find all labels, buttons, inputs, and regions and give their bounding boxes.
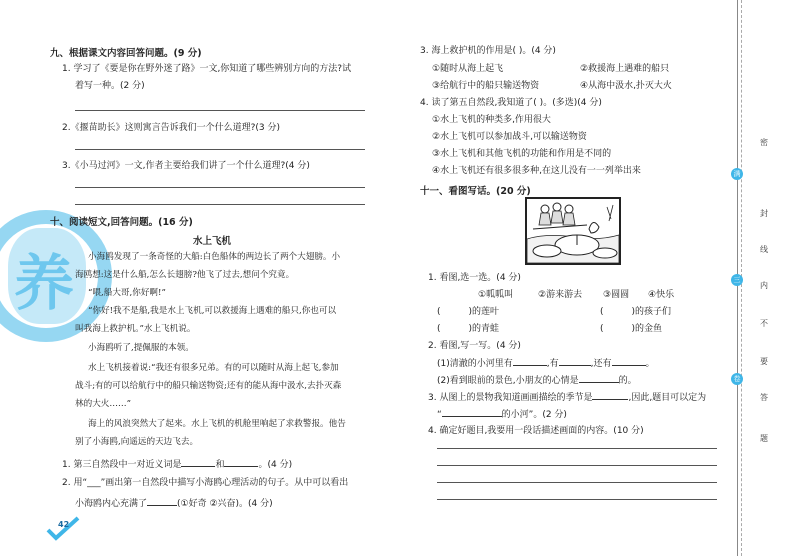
q1-and: 和 [215, 460, 225, 470]
q2-blank[interactable] [147, 496, 177, 506]
section-10-q1 [62, 457, 292, 471]
q1-text: 1. 第三自然段中一对近义词是 [62, 460, 182, 470]
q2-post: (①好奇 ②兴奋)。(4 分) [177, 499, 273, 509]
q2-1-blank-1[interactable] [513, 356, 547, 366]
blank-label: 的金鱼 [635, 324, 663, 334]
section-11-q2-2 [437, 373, 637, 387]
q1-blank-1[interactable] [181, 457, 215, 467]
choice: ①呱呱叫 [478, 290, 514, 300]
section-10-q2-line2 [75, 496, 273, 510]
spine-dot: 三 [731, 274, 743, 286]
section-11-q2-1 [437, 356, 655, 370]
section-11-q2: 2. 看图,写一写。(4 分) [428, 341, 521, 351]
choice: ③圆圆 [603, 290, 630, 300]
q3a-post: ,因此,题目可以定为 [628, 393, 707, 403]
story-line: 水上飞机接着说:“我还有很多兄弟。有的可以随时从海上起飞,参加 [88, 363, 339, 373]
answer-line[interactable] [437, 499, 717, 500]
choice: ②游来游去 [538, 290, 583, 300]
q2-1-mid2: ,还有 [590, 359, 612, 369]
q3-option[interactable]: ④从海中汲水,扑灭大火 [580, 81, 672, 91]
fill-blank-row[interactable]: ( )的青蛙 [437, 324, 500, 334]
fill-blank-row[interactable]: ( )的孩子们 [600, 307, 672, 317]
section-10-q2-line1: 2. 用“___”画出第一自然段中描写小海鸥心理活动的句子。从中可以看出 [62, 478, 349, 488]
q4-option[interactable]: ②水上飞机可以参加战斗,可以输送物资 [432, 132, 587, 142]
answer-line[interactable] [75, 149, 365, 150]
section-9-q3: 3.《小马过河》一文,作者主要给我们讲了一个什么道理?(4 分) [62, 161, 310, 171]
fill-blank-row[interactable]: ( )的莲叶 [437, 307, 500, 317]
q3a-blank[interactable] [592, 390, 628, 400]
q3-option[interactable]: ②救援海上遇难的船只 [580, 64, 670, 74]
q3-option[interactable]: ③给航行中的船只输送物资 [432, 81, 540, 91]
section-11-title: 十一、看图写话。(20 分) [420, 186, 531, 197]
story-line: 海上的风浪突然大了起来。水上飞机的机舱里响起了求救警报。他告 [88, 419, 346, 429]
story-line: 小海鸥听了,提佩服的本领。 [88, 343, 194, 353]
q2-1-pre: (1)清澈的小河里有 [437, 359, 513, 369]
q2-pre: 小海鸥内心充满了 [75, 499, 148, 509]
spine-char: 内 [760, 281, 768, 290]
q1-blank-2[interactable] [224, 457, 258, 467]
answer-line[interactable] [437, 482, 717, 483]
spine-char: 要 [760, 357, 768, 366]
section-9-q1-line2: 着写一种。(2 分) [75, 81, 145, 91]
answer-line[interactable] [437, 448, 717, 449]
story-line: “喂,船大哥,你好啊!” [88, 288, 166, 298]
answer-line[interactable] [75, 204, 365, 205]
spine-char: 不 [760, 319, 768, 328]
q2-2-blank[interactable] [579, 373, 619, 383]
answer-line[interactable] [75, 187, 365, 188]
spine-char: 题 [760, 434, 768, 443]
spine-char: 答 [760, 393, 768, 402]
q4-option[interactable]: ④水上飞机还有很多很多种,在这儿没有一一列举出来 [432, 166, 641, 176]
spine-char: 密 [760, 138, 768, 147]
section-11-q3-line1 [428, 390, 706, 404]
pond-scene-icon [527, 199, 619, 263]
fill-blank-row[interactable]: ( )的金鱼 [600, 324, 663, 334]
section-10-title: 十、阅读短文,回答问题。(16 分) [50, 217, 193, 228]
story-line: 战斗;有的可以给航行中的船只输送物资;还有的能从海中汲水,去扑灭森 [75, 381, 342, 391]
story-line: 海鸥想:这是什么船,怎么长翅膀?他飞了过去,想问个究竟。 [75, 270, 295, 280]
story-line: 叫我海上救护机。”水上飞机说。 [75, 324, 196, 334]
section-11-q3-line2 [437, 407, 567, 421]
spine-char: 封 [760, 209, 768, 218]
blank-label: 的青蛙 [472, 324, 500, 334]
story-line: 别了小海鸥,向遥远的天边飞去。 [75, 437, 199, 447]
q3b-pre: “ [437, 410, 442, 420]
q3-text: 3. 海上救护机的作用是( )。(4 分) [420, 46, 556, 56]
blank-label: 的莲叶 [472, 307, 500, 317]
spine-char: 线 [760, 245, 768, 254]
q2-2-pre: (2)看到眼前的景色,小朋友的心情是 [437, 376, 579, 386]
story-title: 水上飞机 [193, 236, 232, 247]
section-11-q1: 1. 看图,选一选。(4 分) [428, 273, 521, 283]
q4-option[interactable]: ①水上飞机的种类多,作用很大 [432, 115, 551, 125]
q2-1-end: 。 [645, 359, 655, 369]
q3-option[interactable]: ①随时从海上起飞 [432, 64, 504, 74]
story-line: “你好!我不是船,我是水上飞机,可以救援海上遇难的船只,你也可以 [88, 306, 337, 316]
section-11-q4: 4. 确定好题目,我要用一段话描述画面的内容。(10 分) [428, 426, 644, 436]
answer-line[interactable] [75, 110, 365, 111]
choice: ④快乐 [648, 290, 675, 300]
q1-points: 。(4 分) [258, 460, 293, 470]
section-9-title: 九、根据课文内容回答问题。(9 分) [50, 48, 202, 59]
story-line: 小海鸥发现了一条奇怪的大船:白色船体的两边长了两个大翅膀。小 [88, 252, 341, 262]
q2-1-blank-3[interactable] [612, 356, 646, 366]
page-number: 42 [58, 520, 70, 529]
q3a-pre: 3. 从图上的景物我知道画画描绘的季节是 [428, 393, 593, 403]
spine-dot: 卷 [731, 373, 743, 385]
pond-illustration [525, 197, 621, 265]
section-9-q2: 2.《揠苗助长》这则寓言告诉我们一个什么道理?(3 分) [62, 123, 280, 133]
q2-1-mid1: ,有 [546, 359, 559, 369]
q3b-post: 的小河”。(2 分) [501, 410, 567, 420]
answer-line[interactable] [437, 465, 717, 466]
q4-text: 4. 读了第五自然段,我知道了( )。(多选)(4 分) [420, 98, 602, 108]
q2-1-blank-2[interactable] [559, 356, 591, 366]
blank-label: 的孩子们 [635, 307, 672, 317]
spine-dot: 满 [731, 168, 743, 180]
q4-option[interactable]: ③水上飞机和其他飞机的功能和作用是不同的 [432, 149, 612, 159]
watermark-glyph: 养 [14, 249, 74, 319]
story-line: 林的大火……” [75, 399, 131, 409]
q3b-blank[interactable] [442, 407, 502, 417]
section-9-q1-line1: 1. 学习了《要是你在野外迷了路》一文,你知道了哪些辨别方向的方法?试 [62, 64, 352, 74]
q2-2-end: 的。 [618, 376, 637, 386]
